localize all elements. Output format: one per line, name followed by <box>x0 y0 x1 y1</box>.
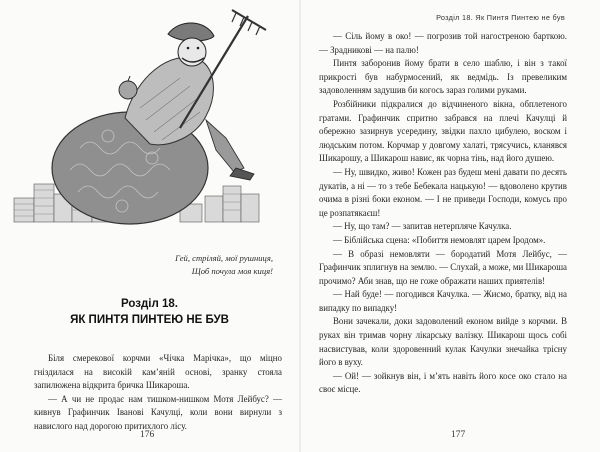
paragraph: — Ой! — зойкнув він, і м’ять навіть його косе око стало на своє місце. <box>319 370 567 395</box>
page-number: 176 <box>140 430 155 440</box>
paragraph: — Най буде! — погодився Качулка. — Жисмо, братку, від на випадку по випадку! <box>319 289 567 313</box>
paragraph: — Ну, швидко, живо! Кожен раз будеш мені давати по десять дукатів, а ні — то з тебе Бебекала нацькую! — вдоволено крутив очима в різні боки економ. — І не приведи Господи, комусь про це розпатякаєш! <box>319 166 567 218</box>
paragraph: Вони зачекали, доки задоволений економ вийде з корчми. В руках він тримав чорну лікарську валізку. Шикарош щось собі насвистував, коли здоровенний кулак Качулки знечайка трісну його в вуху. <box>319 316 567 368</box>
paragraph: — Сіль йому в око! — погрозив той нагостреною барткою. — Зрадникові — на палю! <box>319 31 567 55</box>
paragraph: — Ну, що там? — запитав нетерпляче Качулка. <box>333 221 512 232</box>
paragraph: — Біблійська сцена: «Побиття немовлят царем Іродом». <box>333 234 546 245</box>
page-number: 177 <box>451 430 466 440</box>
paragraph: Пинтя заборонив йому брати в село шаблю, і він з такої прикрості був набурмосений, як ведмідь. Із превеликим задоволенням задушив би когось зараз голими руками. <box>319 58 567 96</box>
paragraph: — В образі немовляти — бородатий Мотя Лейбус, — Графинчик зплигнув на землю. — Слухай, а може, ми Шикароша прочимо? Аби знав, що не гоже ображати наших приятелів! <box>319 248 567 286</box>
right-body-text <box>319 30 567 397</box>
poem-line: Щоб почула моя киця! <box>191 266 273 276</box>
right-page <box>301 0 600 452</box>
paragraph: Біля смерекової корчми «Чічка Марічка», що міцно гніздилася на високій кам’яній основі, зранку стояла запилюжена відкрита бричка Шикароша. <box>34 353 282 391</box>
left-body-text <box>34 352 282 434</box>
epigraph-poem <box>175 252 273 278</box>
chapter-title: ЯК ПИНТЯ ПИНТЕЮ НЕ БУВ <box>70 314 229 326</box>
illustration <box>10 8 272 228</box>
left-page <box>0 0 299 452</box>
running-head: Розділ 18. Як Пинтя Пинтею не був <box>436 13 565 22</box>
paragraph: Розбійники підкралися до відчиненого вікна, обплетеного гратами. Графинчик спритно забрався на плечі Качулці й обережно зазирнув усередину, звідки пахло цибулею, воском і людським потом. Корчмар у довгому халаті, трясучись, кланявся Шикарошу, а Шикарош навис, як чорна тінь, над його душею. <box>319 98 567 164</box>
paragraph: — А чи не продає нам тишком-нишком Мотя Лейбус? — кивнув Графинчик Іванові Качулці, коли вони вирнули з навислого над дорогою притихлого лісу. <box>34 393 282 431</box>
chapter-number: Розділ 18. <box>121 298 178 310</box>
poem-line: Гей, стріляй, мої рушниця, <box>175 253 273 263</box>
